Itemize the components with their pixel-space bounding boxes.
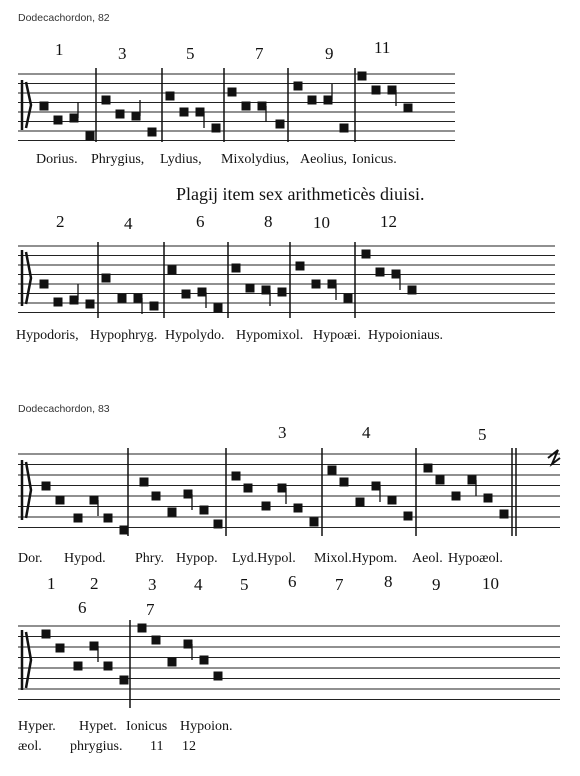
- note-head: [296, 262, 305, 271]
- note-head: [120, 676, 129, 685]
- mode-label: Ionicus: [126, 719, 168, 734]
- mode-number: 10: [482, 574, 499, 593]
- clef-glyph: [22, 250, 31, 306]
- mode-label: Hypophryg.: [90, 328, 158, 343]
- mode-number: 4: [362, 423, 371, 442]
- heading-plagal: Plagij item sex arithmeticès diuisi.: [176, 184, 425, 204]
- note-head: [392, 270, 401, 279]
- note-head: [362, 250, 371, 259]
- mode-number: 4: [194, 575, 203, 594]
- note-head: [118, 294, 127, 303]
- mode-label: Hypop.: [176, 551, 218, 566]
- note-head: [152, 636, 161, 645]
- caption-dodecachordon-82: Dodecachordon, 82: [18, 12, 110, 24]
- mode-number: 9: [325, 44, 334, 63]
- mode-number: 8: [264, 212, 273, 231]
- note-head: [404, 104, 413, 113]
- mode-number: 2: [90, 574, 99, 593]
- mode-number: 7: [255, 44, 264, 63]
- note-head: [148, 128, 157, 137]
- note-head: [500, 510, 509, 519]
- mode-number: 6: [288, 572, 297, 591]
- mode-label: Mixol.Hypom.: [314, 551, 398, 566]
- note-head: [150, 302, 159, 311]
- caption-dodecachordon-83: Dodecachordon, 83: [18, 403, 110, 415]
- mode-label: Lydius,: [160, 152, 202, 167]
- note-head: [214, 520, 223, 529]
- note-head: [452, 492, 461, 501]
- note-head: [214, 304, 223, 313]
- mode-label: Hyper.: [18, 719, 56, 734]
- note-head: [388, 496, 397, 505]
- note-head: [340, 124, 349, 133]
- mode-label: Mixolydius,: [221, 152, 290, 167]
- note-head: [168, 508, 177, 517]
- note-head: [168, 658, 177, 667]
- mode-number: 5: [478, 425, 487, 444]
- mode-number: 3: [278, 423, 287, 442]
- note-head: [102, 96, 111, 105]
- note-head: [308, 96, 317, 105]
- mode-label: Hypod.: [64, 551, 106, 566]
- clef-glyph: [22, 80, 31, 130]
- note-head: [312, 280, 321, 289]
- note-head: [184, 490, 193, 499]
- note-head: [104, 662, 113, 671]
- note-head: [54, 116, 63, 125]
- note-head: [262, 286, 271, 295]
- mode-number: 4: [124, 214, 133, 233]
- note-head: [200, 506, 209, 515]
- mode-number: 3: [118, 44, 127, 63]
- note-head: [242, 102, 251, 111]
- mode-number: 5: [186, 44, 195, 63]
- mode-label: Phry.: [135, 551, 165, 566]
- mode-number: 7: [146, 600, 155, 619]
- mode-number: 1: [55, 40, 64, 59]
- note-head: [310, 518, 319, 527]
- note-head: [70, 114, 79, 123]
- mode-label: Hypoæi.: [313, 328, 361, 343]
- mode-number: 6: [78, 598, 87, 617]
- note-head: [278, 484, 287, 493]
- note-head: [436, 476, 445, 485]
- note-head: [42, 630, 51, 639]
- mode-label: Dor.: [18, 551, 43, 566]
- note-head: [40, 280, 49, 289]
- note-head: [56, 496, 65, 505]
- mode-label: Phrygius,: [91, 152, 145, 167]
- mode-label: Aeolius,: [300, 152, 348, 167]
- note-head: [344, 294, 353, 303]
- custos-glyph: [548, 450, 560, 464]
- note-head: [276, 120, 285, 129]
- note-head: [424, 464, 433, 473]
- note-head: [262, 502, 271, 511]
- note-head: [54, 298, 63, 307]
- clef-glyph: [22, 460, 31, 520]
- note-head: [132, 112, 141, 121]
- mode-label: Hypodoris,: [16, 328, 79, 343]
- mode-number: 3: [148, 575, 157, 594]
- note-head: [74, 662, 83, 671]
- mode-label: phrygius.: [70, 739, 123, 754]
- note-head: [372, 86, 381, 95]
- note-head: [278, 288, 287, 297]
- mode-label: Dorius.: [36, 152, 78, 167]
- note-head: [232, 472, 241, 481]
- mode-label: æol.: [18, 739, 42, 754]
- note-head: [166, 92, 175, 101]
- note-head: [408, 286, 417, 295]
- note-head: [294, 82, 303, 91]
- note-head: [196, 108, 205, 117]
- mode-label: 12: [182, 739, 196, 754]
- note-head: [328, 466, 337, 475]
- note-head: [198, 288, 207, 297]
- note-head: [120, 526, 129, 535]
- note-head: [200, 656, 209, 665]
- note-head: [358, 72, 367, 81]
- mode-label: 11: [150, 739, 164, 754]
- mode-number: 6: [196, 212, 205, 231]
- note-head: [468, 476, 477, 485]
- note-head: [340, 478, 349, 487]
- note-head: [140, 478, 149, 487]
- mode-number: 12: [380, 212, 397, 231]
- note-head: [294, 504, 303, 513]
- note-head: [90, 642, 99, 651]
- mode-label: Hypoioniaus.: [368, 328, 444, 343]
- note-head: [74, 514, 83, 523]
- note-head: [116, 110, 125, 119]
- note-head: [40, 102, 49, 111]
- mode-number: 9: [432, 575, 441, 594]
- note-head: [42, 482, 51, 491]
- note-head: [232, 264, 241, 273]
- note-head: [102, 274, 111, 283]
- mode-number: 7: [335, 575, 344, 594]
- note-head: [180, 108, 189, 117]
- mode-number: 11: [374, 38, 391, 57]
- note-head: [184, 640, 193, 649]
- mode-number: 1: [47, 574, 56, 593]
- mode-number: 8: [384, 572, 393, 591]
- note-head: [484, 494, 493, 503]
- note-head: [328, 280, 337, 289]
- mode-label: Hypoæol.: [448, 551, 503, 566]
- note-head: [388, 86, 397, 95]
- note-head: [258, 102, 267, 111]
- note-head: [86, 300, 95, 309]
- mode-number: 10: [313, 213, 330, 232]
- mode-label: Hypoion.: [180, 719, 233, 734]
- note-head: [152, 492, 161, 501]
- note-head: [56, 644, 65, 653]
- note-head: [372, 482, 381, 491]
- note-head: [404, 512, 413, 521]
- note-head: [324, 96, 333, 105]
- mode-label: Ionicus.: [352, 152, 397, 167]
- note-head: [376, 268, 385, 277]
- mode-label: Hypolydo.: [165, 328, 225, 343]
- clef-glyph: [22, 630, 31, 690]
- note-head: [90, 496, 99, 505]
- note-head: [182, 290, 191, 299]
- mode-label: Aeol.: [412, 551, 443, 566]
- note-head: [244, 484, 253, 493]
- note-head: [212, 124, 221, 133]
- note-head: [356, 498, 365, 507]
- note-head: [246, 284, 255, 293]
- note-head: [228, 88, 237, 97]
- mode-number: 2: [56, 212, 65, 231]
- note-head: [70, 296, 79, 305]
- note-head: [86, 132, 95, 141]
- note-head: [214, 672, 223, 681]
- note-head: [104, 514, 113, 523]
- note-head: [168, 266, 177, 275]
- mode-label: Hypomixol.: [236, 328, 304, 343]
- mode-label: Lyd.Hypol.: [232, 551, 296, 566]
- mode-number: 5: [240, 575, 249, 594]
- note-head: [138, 624, 147, 633]
- mode-label: Hypet.: [79, 719, 117, 734]
- note-head: [134, 294, 143, 303]
